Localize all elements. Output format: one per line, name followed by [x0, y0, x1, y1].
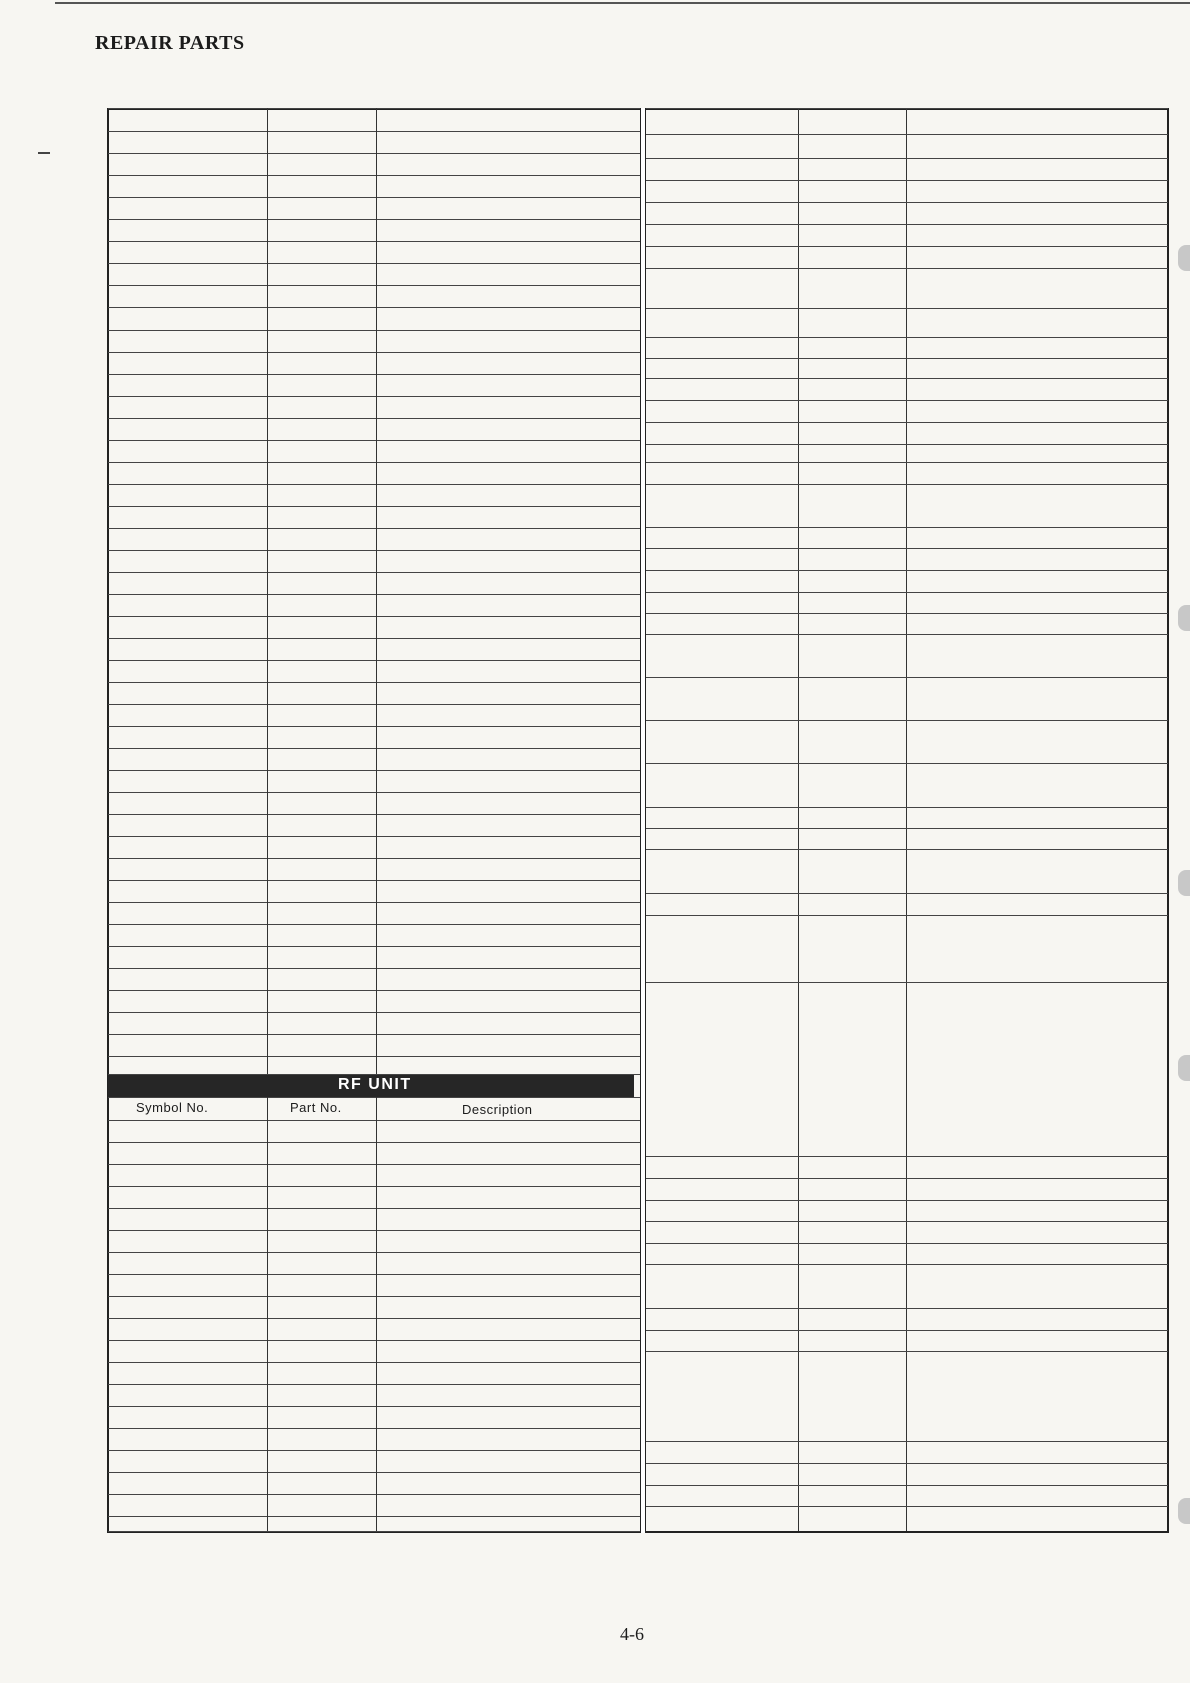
row-rule [646, 358, 1168, 359]
row-rule [108, 1142, 640, 1143]
row-rule [108, 726, 640, 727]
row-rule [646, 677, 1168, 678]
row-rule [108, 285, 640, 286]
row-rule [108, 528, 640, 529]
col-header-desc: Description [462, 1102, 533, 1117]
column-rule [267, 108, 268, 1074]
column-rule [798, 108, 799, 1531]
row-rule [108, 836, 640, 837]
row-rule [108, 638, 640, 639]
row-rule [108, 792, 640, 793]
row-rule [108, 660, 640, 661]
row-rule [646, 422, 1168, 423]
side-tab [1178, 870, 1190, 896]
side-tab [1178, 245, 1190, 271]
row-rule [108, 924, 640, 925]
row-rule [108, 1472, 640, 1473]
row-rule [646, 400, 1168, 401]
row-rule [108, 374, 640, 375]
row-rule [108, 1428, 640, 1429]
row-rule [108, 1340, 640, 1341]
row-rule [108, 1362, 640, 1363]
row-rule [108, 1516, 640, 1517]
column-gutter [640, 108, 646, 1533]
row-rule [108, 990, 640, 991]
row-rule [108, 1494, 640, 1495]
row-rule [108, 1384, 640, 1385]
row-rule [646, 462, 1168, 463]
row-rule [646, 1308, 1168, 1309]
row-rule [646, 592, 1168, 593]
column-rule [267, 1097, 268, 1531]
row-rule [108, 880, 640, 881]
row-rule [646, 246, 1168, 247]
row-rule [108, 506, 640, 507]
column-rule [906, 108, 907, 1531]
top-rule [55, 2, 1190, 4]
row-rule [108, 594, 640, 595]
row-rule [108, 1296, 640, 1297]
row-rule [108, 440, 640, 441]
side-tab [1178, 1498, 1190, 1524]
row-rule [108, 396, 640, 397]
row-rule [646, 548, 1168, 549]
row-rule [108, 1318, 640, 1319]
row-rule [646, 634, 1168, 635]
row-rule [108, 902, 640, 903]
row-rule [108, 1120, 640, 1121]
row-rule [646, 444, 1168, 445]
row-rule [108, 418, 640, 419]
row-rule [108, 330, 640, 331]
row-rule [646, 1200, 1168, 1201]
row-rule [108, 131, 640, 132]
side-tab [1178, 605, 1190, 631]
rf-unit-banner [108, 1074, 634, 1097]
row-rule [108, 1531, 640, 1532]
row-rule [108, 1208, 640, 1209]
row-rule [108, 153, 640, 154]
row-rule [108, 814, 640, 815]
row-rule [108, 1252, 640, 1253]
row-rule [646, 570, 1168, 571]
row-rule [646, 134, 1168, 135]
row-rule [108, 462, 640, 463]
page-number: 4-6 [620, 1624, 644, 1644]
row-rule [646, 1243, 1168, 1244]
row-rule [108, 219, 640, 220]
col-header-symbol: Symbol No. [136, 1100, 209, 1115]
row-rule [108, 748, 640, 749]
row-rule [108, 263, 640, 264]
row-rule [646, 108, 1168, 109]
row-rule [108, 550, 640, 551]
row-rule [646, 763, 1168, 764]
row-rule [646, 1441, 1168, 1442]
row-rule [108, 682, 640, 683]
row-rule [108, 1056, 640, 1057]
row-rule [646, 828, 1168, 829]
row-rule [646, 527, 1168, 528]
margin-mark [38, 152, 50, 154]
row-rule [108, 704, 640, 705]
row-rule [646, 1485, 1168, 1486]
row-rule [108, 484, 640, 485]
row-rule [646, 202, 1168, 203]
row-rule [646, 1264, 1168, 1265]
row-rule [646, 1178, 1168, 1179]
row-rule [108, 1186, 640, 1187]
row-rule [108, 1034, 640, 1035]
row-rule [646, 1156, 1168, 1157]
row-rule [108, 1074, 640, 1075]
row-rule [646, 337, 1168, 338]
row-rule [108, 108, 640, 109]
row-rule [108, 572, 640, 573]
column-rule [376, 108, 377, 1074]
row-rule [646, 807, 1168, 808]
column-rule [376, 1097, 377, 1531]
row-rule [646, 1221, 1168, 1222]
row-rule [108, 175, 640, 176]
side-tab [1178, 1055, 1190, 1081]
row-rule [646, 1351, 1168, 1352]
row-rule [646, 720, 1168, 721]
row-rule [646, 484, 1168, 485]
row-rule [646, 915, 1168, 916]
row-rule [646, 158, 1168, 159]
row-rule [108, 770, 640, 771]
row-rule [646, 378, 1168, 379]
row-rule [108, 197, 640, 198]
row-rule [646, 1506, 1168, 1507]
row-rule [108, 241, 640, 242]
row-rule [108, 858, 640, 859]
page-title: REPAIR PARTS [95, 32, 245, 54]
row-rule [108, 1012, 640, 1013]
row-rule [646, 308, 1168, 309]
row-rule [646, 613, 1168, 614]
row-rule [108, 1450, 640, 1451]
row-rule [646, 982, 1168, 983]
row-rule [646, 849, 1168, 850]
row-rule [646, 1463, 1168, 1464]
row-rule [108, 1097, 640, 1098]
rf-unit-title: RF UNIT [338, 1076, 412, 1093]
row-rule [108, 1274, 640, 1275]
col-header-part: Part No. [290, 1100, 342, 1115]
row-rule [646, 224, 1168, 225]
row-rule [108, 1406, 640, 1407]
row-rule [108, 307, 640, 308]
row-rule [646, 893, 1168, 894]
row-rule [646, 180, 1168, 181]
row-rule [108, 946, 640, 947]
row-rule [646, 268, 1168, 269]
row-rule [108, 968, 640, 969]
row-rule [646, 1330, 1168, 1331]
row-rule [108, 616, 640, 617]
row-rule [108, 1164, 640, 1165]
row-rule [108, 1230, 640, 1231]
row-rule [108, 352, 640, 353]
